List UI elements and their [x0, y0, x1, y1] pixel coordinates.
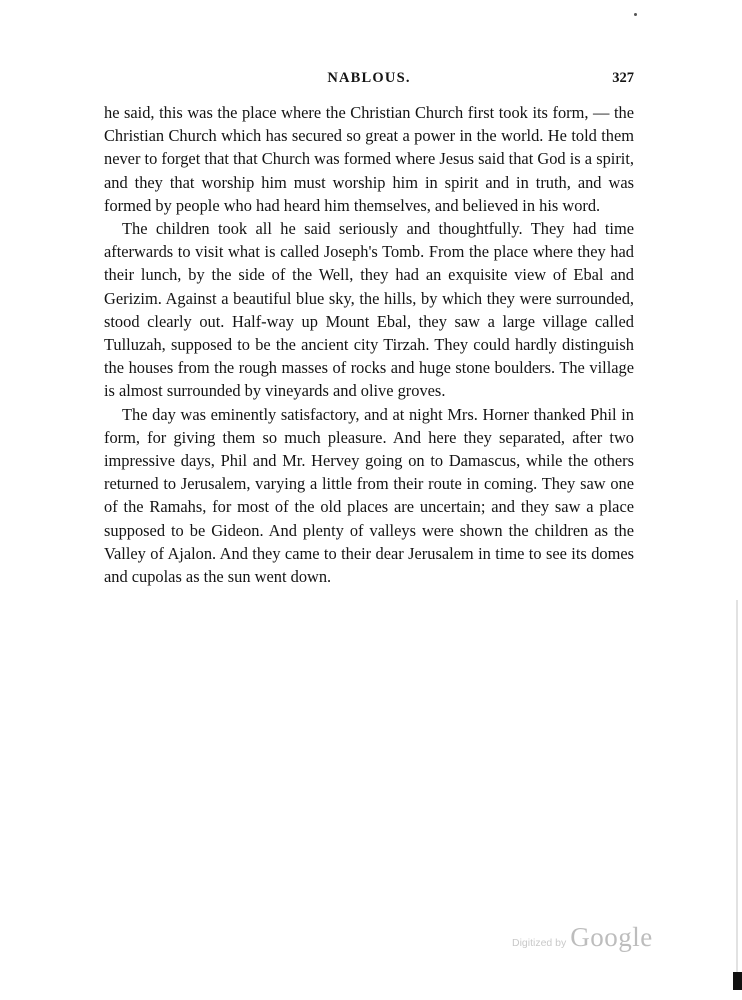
running-title: NABLOUS.: [327, 70, 411, 86]
page-edge-mark: [733, 972, 742, 990]
paragraph-2: The children took all he said seriously and thoughtfully. They had time afterwards to visit what is called Joseph's Tomb. From the place where they had their lunch, by the side of the Well, they had an exquisite view of Ebal and Gerizim. Against a beautiful blue sky, the hills, by which they were surrounded, stood clearly out. Half-way up Mount Ebal, they saw a large village called Tulluzah, supposed to be the ancient city Tirzah. They could hardly distinguish the houses from the rough masses of rocks and huge stone boulders. The village is almost surrounded by vineyards and olive groves.: [104, 219, 634, 401]
google-logo: Google: [570, 922, 653, 952]
page-number: 327: [612, 70, 634, 86]
paragraph-1: he said, this was the place where the Christian Church first took its form, — the Christian Church which has secured so great a power in the world. He told them never to forget that that Church was formed where Jesus said that God is a spirit, and they that worship him must worship him in spirit and in truth, and was formed by people who had heard him themselves, and believed in his word.: [104, 103, 634, 215]
body-text: [104, 101, 634, 588]
page-edge-shadow: [736, 600, 738, 975]
running-head: [104, 70, 634, 92]
watermark-prefix: Digitized by: [512, 937, 567, 949]
digitized-watermark: [512, 922, 653, 954]
paragraph-3: The day was eminently satisfactory, and at night Mrs. Horner thanked Phil in form, for giving them so much pleasure. And here they separated, after two impressive days, Phil and Mr. Hervey going on to Damascus, while the others returned to Jerusalem, varying a little from their route in coming. They saw one of the Ramahs, for most of the old places are uncertain; and they saw a place supposed to be Gideon. And plenty of valleys were shown the children as the Valley of Ajalon. And they came to their dear Jerusalem in time to see its domes and cupolas as the sun went down.: [104, 404, 634, 587]
scan-speck: [634, 13, 637, 16]
